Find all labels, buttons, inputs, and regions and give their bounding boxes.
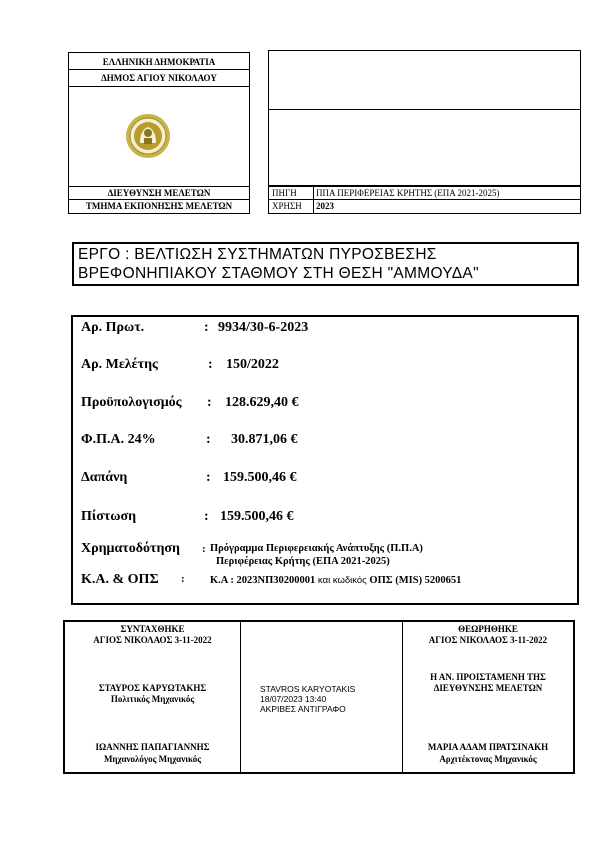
department-name: ΤΜΗΜΑ ΕΚΠΟΝΗΣΗΣ ΜΕΛΕΤΩΝ [85, 201, 233, 211]
ka-suffix: ΟΠΣ (MIS) 5200651 [369, 575, 462, 586]
left-name2: ΙΩΑΝΝΗΣ ΠΑΠΑΓΙΑΝΝΗΣ [95, 742, 210, 752]
source-label: ΠΗΓΗ [272, 188, 297, 198]
vat-colon: : [206, 432, 211, 447]
expense-colon: : [206, 470, 211, 485]
funding-label: Χρηματοδότηση [81, 541, 180, 556]
stamp-text: ΑΚΡΙΒΕΣ ΑΝΤΙΓΡΑΦΟ [260, 704, 346, 714]
budget-colon: : [207, 395, 212, 410]
left-title: ΣΥΝΤΑΧΘΗΚΕ [120, 624, 185, 634]
right-place: ΑΓΙΟΣ ΝΙΚΟΛΑΟΣ 3-11-2022 [428, 635, 548, 645]
digital-signature-stamp [260, 684, 400, 714]
study-colon: : [208, 357, 213, 372]
signature-right [403, 622, 573, 772]
municipality-name: ΔΗΜΟΣ ΑΓΙΟΥ ΝΙΚΟΛΑΟΥ [101, 73, 217, 83]
study-label: Αρ. Μελέτης [81, 357, 158, 372]
expense-label: Δαπάνη [81, 470, 128, 485]
ka-value [210, 575, 461, 586]
header-right-bottom-box [268, 110, 581, 186]
study-value: 150/2022 [226, 357, 279, 372]
signature-left [65, 622, 240, 772]
right-title: ΘΕΩΡΗΘΗΚΕ [458, 624, 518, 634]
protocol-label: Αρ. Πρωτ. [81, 320, 145, 335]
year-label: ΧΡΗΣΗ [272, 201, 302, 211]
details-box [71, 315, 579, 605]
vat-label: Φ.Π.Α. 24% [81, 432, 156, 447]
left-role1: Πολιτικός Μηχανικός [110, 694, 195, 704]
ka-prefix: Κ.Α : 2023ΝΠ30200001 [210, 575, 316, 586]
year-value: 2023 [316, 201, 334, 211]
header-left-block [68, 52, 250, 214]
right-role-line1: Η ΑΝ. ΠΡΟΙΣΤΑΜΕΝΗ ΤΗΣ [430, 672, 546, 682]
left-place: ΑΓΙΟΣ ΝΙΚΟΛΑΟΣ 3-11-2022 [93, 635, 212, 645]
signatures-box [63, 620, 575, 774]
ka-colon: : [181, 573, 185, 585]
source-row [268, 186, 581, 200]
right-role-line2: ΔΙΕΥΘΥΝΣΗΣ ΜΕΛΕΤΩΝ [433, 683, 543, 693]
right-role: Αρχιτέκτονας Μηχανικός [439, 754, 537, 764]
credit-colon: : [204, 509, 209, 524]
stamp-date: 18/07/2023 13:40 [260, 694, 327, 704]
municipality-logo [125, 113, 171, 159]
funding-colon: : [202, 543, 206, 555]
vat-value: 30.871,06 € [231, 432, 298, 447]
credit-label: Πίστωση [81, 509, 137, 524]
year-row [268, 200, 581, 214]
credit-value: 159.500,46 € [220, 509, 294, 524]
protocol-value: 9934/30-6-2023 [218, 320, 309, 335]
directorate-name: ΔΙΕΥΘΥΝΣΗ ΜΕΛΕΤΩΝ [107, 188, 211, 198]
right-name: ΜΑΡΙΑ ΑΔΑΜ ΠΡΑΤΣΙΝΑΚΗ [427, 742, 549, 752]
funding-line1: Πρόγραμμα Περιφερειακής Ανάπτυξης (Π.Π.Α) [210, 543, 423, 554]
country-name: ΕΛΛΗΝΙΚΗ ΔΗΜΟΚΡΑΤΙΑ [102, 57, 216, 67]
ka-mid: και κωδικός [315, 575, 370, 586]
budget-label: Προϋπολογισμός [81, 395, 182, 410]
left-name1: ΣΤΑΥΡΟΣ ΚΑΡΥΩΤΑΚΗΣ [98, 683, 207, 693]
protocol-colon: : [204, 320, 209, 335]
funding-line2: Περιφέρειας Κρήτης (ΕΠΑ 2021-2025) [216, 556, 390, 567]
project-title-line2: ΒΡΕΦΟΝΗΠΙΑΚΟΥ ΣΤΑΘΜΟΥ ΣΤΗ ΘΕΣΗ "ΑΜΜΟΥΔΑ" [78, 265, 479, 282]
left-role2: Μηχανολόγος Μηχανικός [103, 754, 202, 764]
expense-value: 159.500,46 € [223, 470, 297, 485]
header-right-top-box [268, 50, 581, 110]
ka-label: Κ.Α. & ΟΠΣ [81, 572, 159, 587]
budget-value: 128.629,40 € [225, 395, 299, 410]
project-title-line1: ΕΡΓΟ : ΒΕΛΤΙΩΣΗ ΣΥΣΤΗΜΑΤΩΝ ΠΥΡΟΣΒΕΣΗΣ [78, 246, 437, 263]
stamp-name: STAVROS KARYOTAKIS [260, 684, 356, 694]
source-value: ΠΠΑ ΠΕΡΙΦΕΡΕΙΑΣ ΚΡΗΤΗΣ (ΕΠΑ 2021-2025) [316, 188, 500, 198]
project-title-box [72, 242, 579, 286]
